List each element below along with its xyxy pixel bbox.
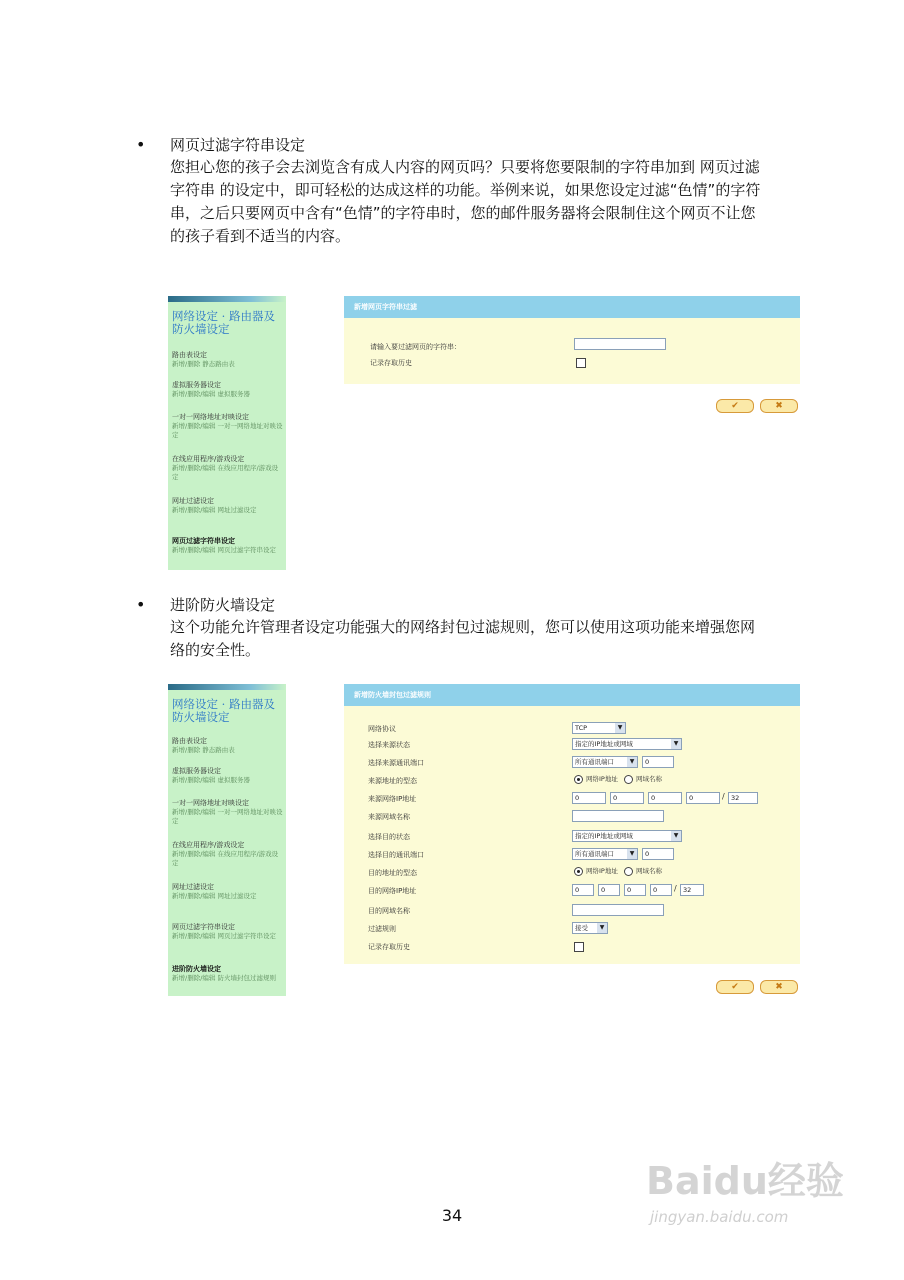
sidebar-item-sub: 新增/删除/编辑 虚拟服务器 [172,390,250,398]
sidebar-item-virtual-server[interactable] [172,380,284,399]
dst-state-select[interactable] [572,830,682,842]
radio-label: 网络IP地址 [586,867,618,875]
dst-domain-input[interactable] [572,904,664,916]
chevron-down-icon: ▼ [627,849,637,859]
sidebar-item-sub: 新增/删除/编辑 网址过滤设定 [172,892,257,900]
sidebar-item-sub: 新增/删除 静态路由表 [172,360,235,368]
sidebar-title: 网络设定 · 路由器及防火墙设定 [172,697,275,724]
sidebar-item-routing[interactable] [172,350,284,369]
sidebar-item-routing[interactable] [172,736,284,755]
sidebar [168,296,286,570]
section-title: 进阶防火墙设定 [170,596,276,614]
sidebar-item-label: 网页过滤字符串设定 [172,923,235,931]
chevron-down-icon: ▼ [627,757,637,767]
panel-title: 新增防火墙封包过滤规则 [354,691,431,699]
panel-header [344,296,800,318]
radio-label: 网域名称 [636,867,663,875]
select-value: 指定的IP地址或网域 [575,740,633,748]
sidebar-item-label: 网址过滤设定 [172,497,214,505]
section-advanced-firewall [136,594,776,664]
src-port-input[interactable]: 0 [642,756,674,768]
sidebar-item-label: 一对一网络地址对映设定 [172,799,249,807]
section-title: 网页过滤字符串设定 [170,136,306,154]
sidebar-item-url-filter[interactable] [172,496,284,515]
sidebar-item-label: 网页过滤字符串设定 [172,537,235,545]
src-radio-ip[interactable] [574,775,583,784]
label-src-port: 选择来源通讯端口 [368,759,424,767]
chevron-down-icon: ▼ [597,923,607,933]
sidebar-item-sub: 新增/删除/编辑 防火墙封包过滤规则 [172,974,276,982]
src-ip-octet-3[interactable]: 0 [648,792,682,804]
label-dst-domain: 目的网域名称 [368,907,410,915]
mask-slash: / [674,884,677,893]
screenshot-web-filter [168,296,800,570]
filter-string-input[interactable] [574,338,666,350]
label-dst-ip: 目的网络IP地址 [368,887,417,895]
section-web-filter-string [136,134,776,284]
form-panel [344,684,800,964]
cancel-button[interactable]: ✖ [760,980,798,994]
sidebar-item-label: 路由表设定 [172,351,207,359]
sidebar [168,684,286,996]
sidebar-item-label: 进阶防火墙设定 [172,965,221,973]
section-body: 这个功能允许管理者设定功能强大的网络封包过滤规则，您可以使用这项功能来增强您网络的安全性。 [170,618,756,659]
label-src-ip: 来源网络IP地址 [368,795,417,803]
log-history-checkbox[interactable] [576,358,586,368]
sidebar-item-label: 路由表设定 [172,737,207,745]
mask-slash: / [722,792,725,801]
src-mask-input[interactable]: 32 [728,792,758,804]
dst-radio-ip[interactable] [574,867,583,876]
form-panel [344,296,800,384]
ok-button[interactable]: ✔ [716,980,754,994]
dst-radio-domain[interactable] [624,867,633,876]
src-port-select[interactable] [572,756,638,768]
label-src-domain: 来源网域名称 [368,813,410,821]
bullet: • [136,135,146,154]
label-log-history: 记录存取历史 [368,943,410,951]
dst-ip-octet-1[interactable]: 0 [572,884,594,896]
sidebar-item-apps[interactable] [172,840,284,867]
sidebar-item-label: 虚拟服务器设定 [172,767,221,775]
label-filter-string: 请输入要过滤网页的字符串： [370,343,461,351]
sidebar-item-web-filter[interactable] [172,536,284,555]
sidebar-title: 网络设定 · 路由器及防火墙设定 [172,309,275,336]
screenshot-firewall [168,684,800,996]
sidebar-item-nat[interactable] [172,412,284,439]
label-dst-port: 选择目的通讯端口 [368,851,424,859]
sidebar-item-apps[interactable] [172,454,284,481]
dst-ip-octet-4[interactable]: 0 [650,884,672,896]
sidebar-item-label: 在线应用程序/游戏设定 [172,455,245,463]
sidebar-item-sub: 新增/删除/编辑 一对一网络地址对映设定 [172,422,283,439]
sidebar-item-label: 网址过滤设定 [172,883,214,891]
src-ip-octet-1[interactable]: 0 [572,792,606,804]
panel-title: 新增网页字符串过滤 [354,303,417,311]
label-log-history: 记录存取历史 [370,359,412,367]
sidebar-item-sub: 新增/删除/编辑 网页过滤字符串设定 [172,932,276,940]
sidebar-item-label: 虚拟服务器设定 [172,381,221,389]
src-addr-type-radios [574,774,662,784]
bullet: • [136,595,146,614]
log-history-checkbox[interactable] [574,942,584,952]
sidebar-item-url-filter[interactable] [172,882,284,901]
src-domain-input[interactable] [572,810,664,822]
panel-header [344,684,800,706]
sidebar-item-web-filter[interactable] [172,922,284,941]
src-radio-domain[interactable] [624,775,633,784]
chevron-down-icon: ▼ [615,723,625,733]
src-state-select[interactable] [572,738,682,750]
chevron-down-icon: ▼ [671,739,681,749]
label-dst-state: 选择目的状态 [368,833,410,841]
dst-ip-octet-2[interactable]: 0 [598,884,620,896]
radio-label: 网络IP地址 [586,775,618,783]
select-value: 所有通讯端口 [575,758,614,766]
label-protocol: 网络协议 [368,725,396,733]
sidebar-item-label: 在线应用程序/游戏设定 [172,841,245,849]
sidebar-item-label: 一对一网络地址对映设定 [172,413,249,421]
watermark-url: jingyan.baidu.com [650,1208,789,1226]
sidebar-item-firewall[interactable] [172,964,284,983]
label-rule: 过滤规则 [368,925,396,933]
sidebar-item-sub: 新增/删除/编辑 在线应用程序/游戏设定 [172,850,279,867]
dst-ip-octet-3[interactable]: 0 [624,884,646,896]
sidebar-item-sub: 新增/删除/编辑 虚拟服务器 [172,776,250,784]
select-value: TCP [575,724,588,732]
protocol-select[interactable] [572,722,626,734]
select-value: 接受 [575,924,588,932]
chevron-down-icon: ▼ [671,831,681,841]
label-dst-addr-type: 目的地址的型态 [368,869,417,877]
baidu-watermark [646,1150,876,1250]
sidebar-item-sub: 新增/删除/编辑 在线应用程序/游戏设定 [172,464,279,481]
rule-select[interactable] [572,922,608,934]
radio-label: 网域名称 [636,775,663,783]
sidebar-item-sub: 新增/删除/编辑 一对一网络地址对映设定 [172,808,283,825]
sidebar-item-sub: 新增/删除/编辑 网页过滤字符串设定 [172,546,276,554]
cancel-button[interactable]: ✖ [760,399,798,413]
sidebar-header-strip [168,684,286,690]
dst-mask-input[interactable]: 32 [680,884,704,896]
sidebar-item-sub: 新增/删除 静态路由表 [172,746,235,754]
dst-addr-type-radios [574,866,662,876]
watermark-logo: Baidu经验 [646,1159,844,1203]
ok-button[interactable]: ✔ [716,399,754,413]
section-body: 您担心您的孩子会去浏览含有成人内容的网页吗？只要将您要限制的字符串加到 网页过滤字符串 的设定中，即可轻松的达成这样的功能。举例来说，如果您设定过滤“色情”的字符串，之后只要网页中含有“色情”的字符串时，您的邮件服务器将会限制住这个网页不让您的孩子看到不适当的内容。 [170,158,761,245]
dst-port-select[interactable] [572,848,638,860]
sidebar-item-virtual-server[interactable] [172,766,284,785]
page-number: 34 [441,1206,463,1225]
sidebar-item-nat[interactable] [172,798,284,825]
label-src-addr-type: 来源地址的型态 [368,777,417,785]
select-value: 指定的IP地址或网域 [575,832,633,840]
sidebar-header-strip [168,296,286,302]
select-value: 所有通讯端口 [575,850,614,858]
src-ip-octet-4[interactable]: 0 [686,792,720,804]
label-src-state: 选择来源状态 [368,741,410,749]
sidebar-item-sub: 新增/删除/编辑 网址过滤设定 [172,506,257,514]
dst-port-input[interactable]: 0 [642,848,674,860]
src-ip-octet-2[interactable]: 0 [610,792,644,804]
